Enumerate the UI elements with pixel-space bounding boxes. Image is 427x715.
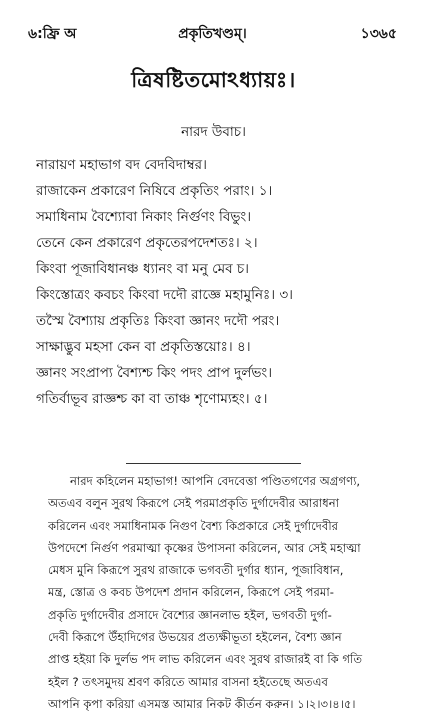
commentary-line: করিলেন এবং সমাধিনামক নিগুণ বৈশ্য কিপ্রকারে সেই দুর্গাদেবীর (48, 518, 339, 533)
header-book-title: প্রকৃতিখণ্ডম্। (178, 26, 247, 42)
verse-line: তেনে কেন প্রকারেণ প্রকৃতেরপদেশতঃ। ২। (36, 235, 258, 251)
verse-line: তস্মৈ বৈশ্যায় প্রকৃতিঃ কিংবা জ্ঞানং দদৌ পরং। (36, 313, 280, 329)
verse-line: জ্ঞানং সংপ্রাপ্য বৈশ্যশ্চ কিং পদং প্রাপ দুর্লভং। (36, 365, 273, 381)
page-number: ১৩৬৫ (360, 26, 397, 42)
header-signature: ৬:ফ্রি অ (28, 26, 77, 42)
verse-line: রাজাকেন প্রকারেণ নিষিবে প্রকৃতিং পরাং। ১। (36, 183, 273, 199)
commentary-line: মেধস মুনি কিরূপে সুরথ রাজাকে ভগবতী দুর্গার ধ্যান, পূজাবিধান, (48, 563, 344, 578)
verse-line: কিংস্তোত্রং কবচং কিংবা দদৌ রাজ্ঞে মহামুনিঃ। ৩। (36, 287, 293, 303)
commentary-line: প্রকৃতি দুর্গাদেবীর প্রসাদে বৈশ্যের জ্ঞানলাভ হইল, ভগবতী দুর্গা- (48, 607, 332, 622)
commentary-line: নারদ কহিলেন মহাভাগ! আপনি বেদবেত্তা পণ্ডিতগণের অগ্রগণ্য, (70, 474, 361, 488)
verse-line: সাক্ষাদ্ভুব মহসা কেন বা প্রকৃতিস্তয়োঃ। ৪। (36, 339, 251, 355)
verse-line: গতির্বাভূব রাজ্ঞশ্চ কা বা তাঞ্চ শৃণোম্যহং। ৫। (36, 391, 268, 407)
commentary-block (48, 470, 403, 715)
commentary-line: দেবী কিরূপে উঁহাদিগের উভয়ের প্রত্যক্ষীভূতা হইলেন, বৈশ্য জ্ঞান (48, 630, 342, 645)
commentary-line: প্রাপ্ত হইয়া কি দুর্লভ পদ লাভ করিলেন এবং সুরথ রাজারই বা কি গতি (48, 652, 363, 667)
verse-list (36, 152, 407, 412)
running-header (28, 22, 397, 44)
verse-line: কিংবা পূজাবিধানঞ্চ ধ্যানং বা মনু মেব চ। (36, 261, 250, 277)
commentary-line: আপনি কৃপা করিয়া এসমস্ত আমার নিকট কীর্তন করুন। ১।২।৩।৪।৫। (48, 696, 356, 711)
verse-line: সমাধিনাম বৈশ্যোবা নিকাং নির্গুণং বিভুং। (36, 209, 252, 225)
commentary-line: অতএব বলুন সুরথ কিরূপে সেই পরমাপ্রকৃতি দুর্গাদেবীর আরাধনা (48, 496, 339, 511)
commentary-line: হইল ? তৎসমুদয় শ্রবণ করিতে আমার বাসনা হইতেছে অতএব (48, 674, 328, 689)
commentary-line: মন্ত্র, স্তোত্র ও কবচ উপদেশ প্রদান করিলেন, কিরূপে সেই পরমা- (48, 585, 334, 600)
commentary-line: উপদেশে নির্গুণ পরমাত্মা কৃষ্ণের উপাসনা করিলেন, আর সেই মহাত্মা (48, 540, 361, 555)
verse-line: নারায়ণ মহাভাগ বদ বেদবিদাম্বর। (36, 157, 207, 173)
section-divider (126, 463, 301, 464)
speaker-line: নারদ উবাচ। (181, 124, 246, 140)
chapter-title: ত্রিষষ্টিতমোঽধ্যায়ঃ। (131, 68, 296, 92)
